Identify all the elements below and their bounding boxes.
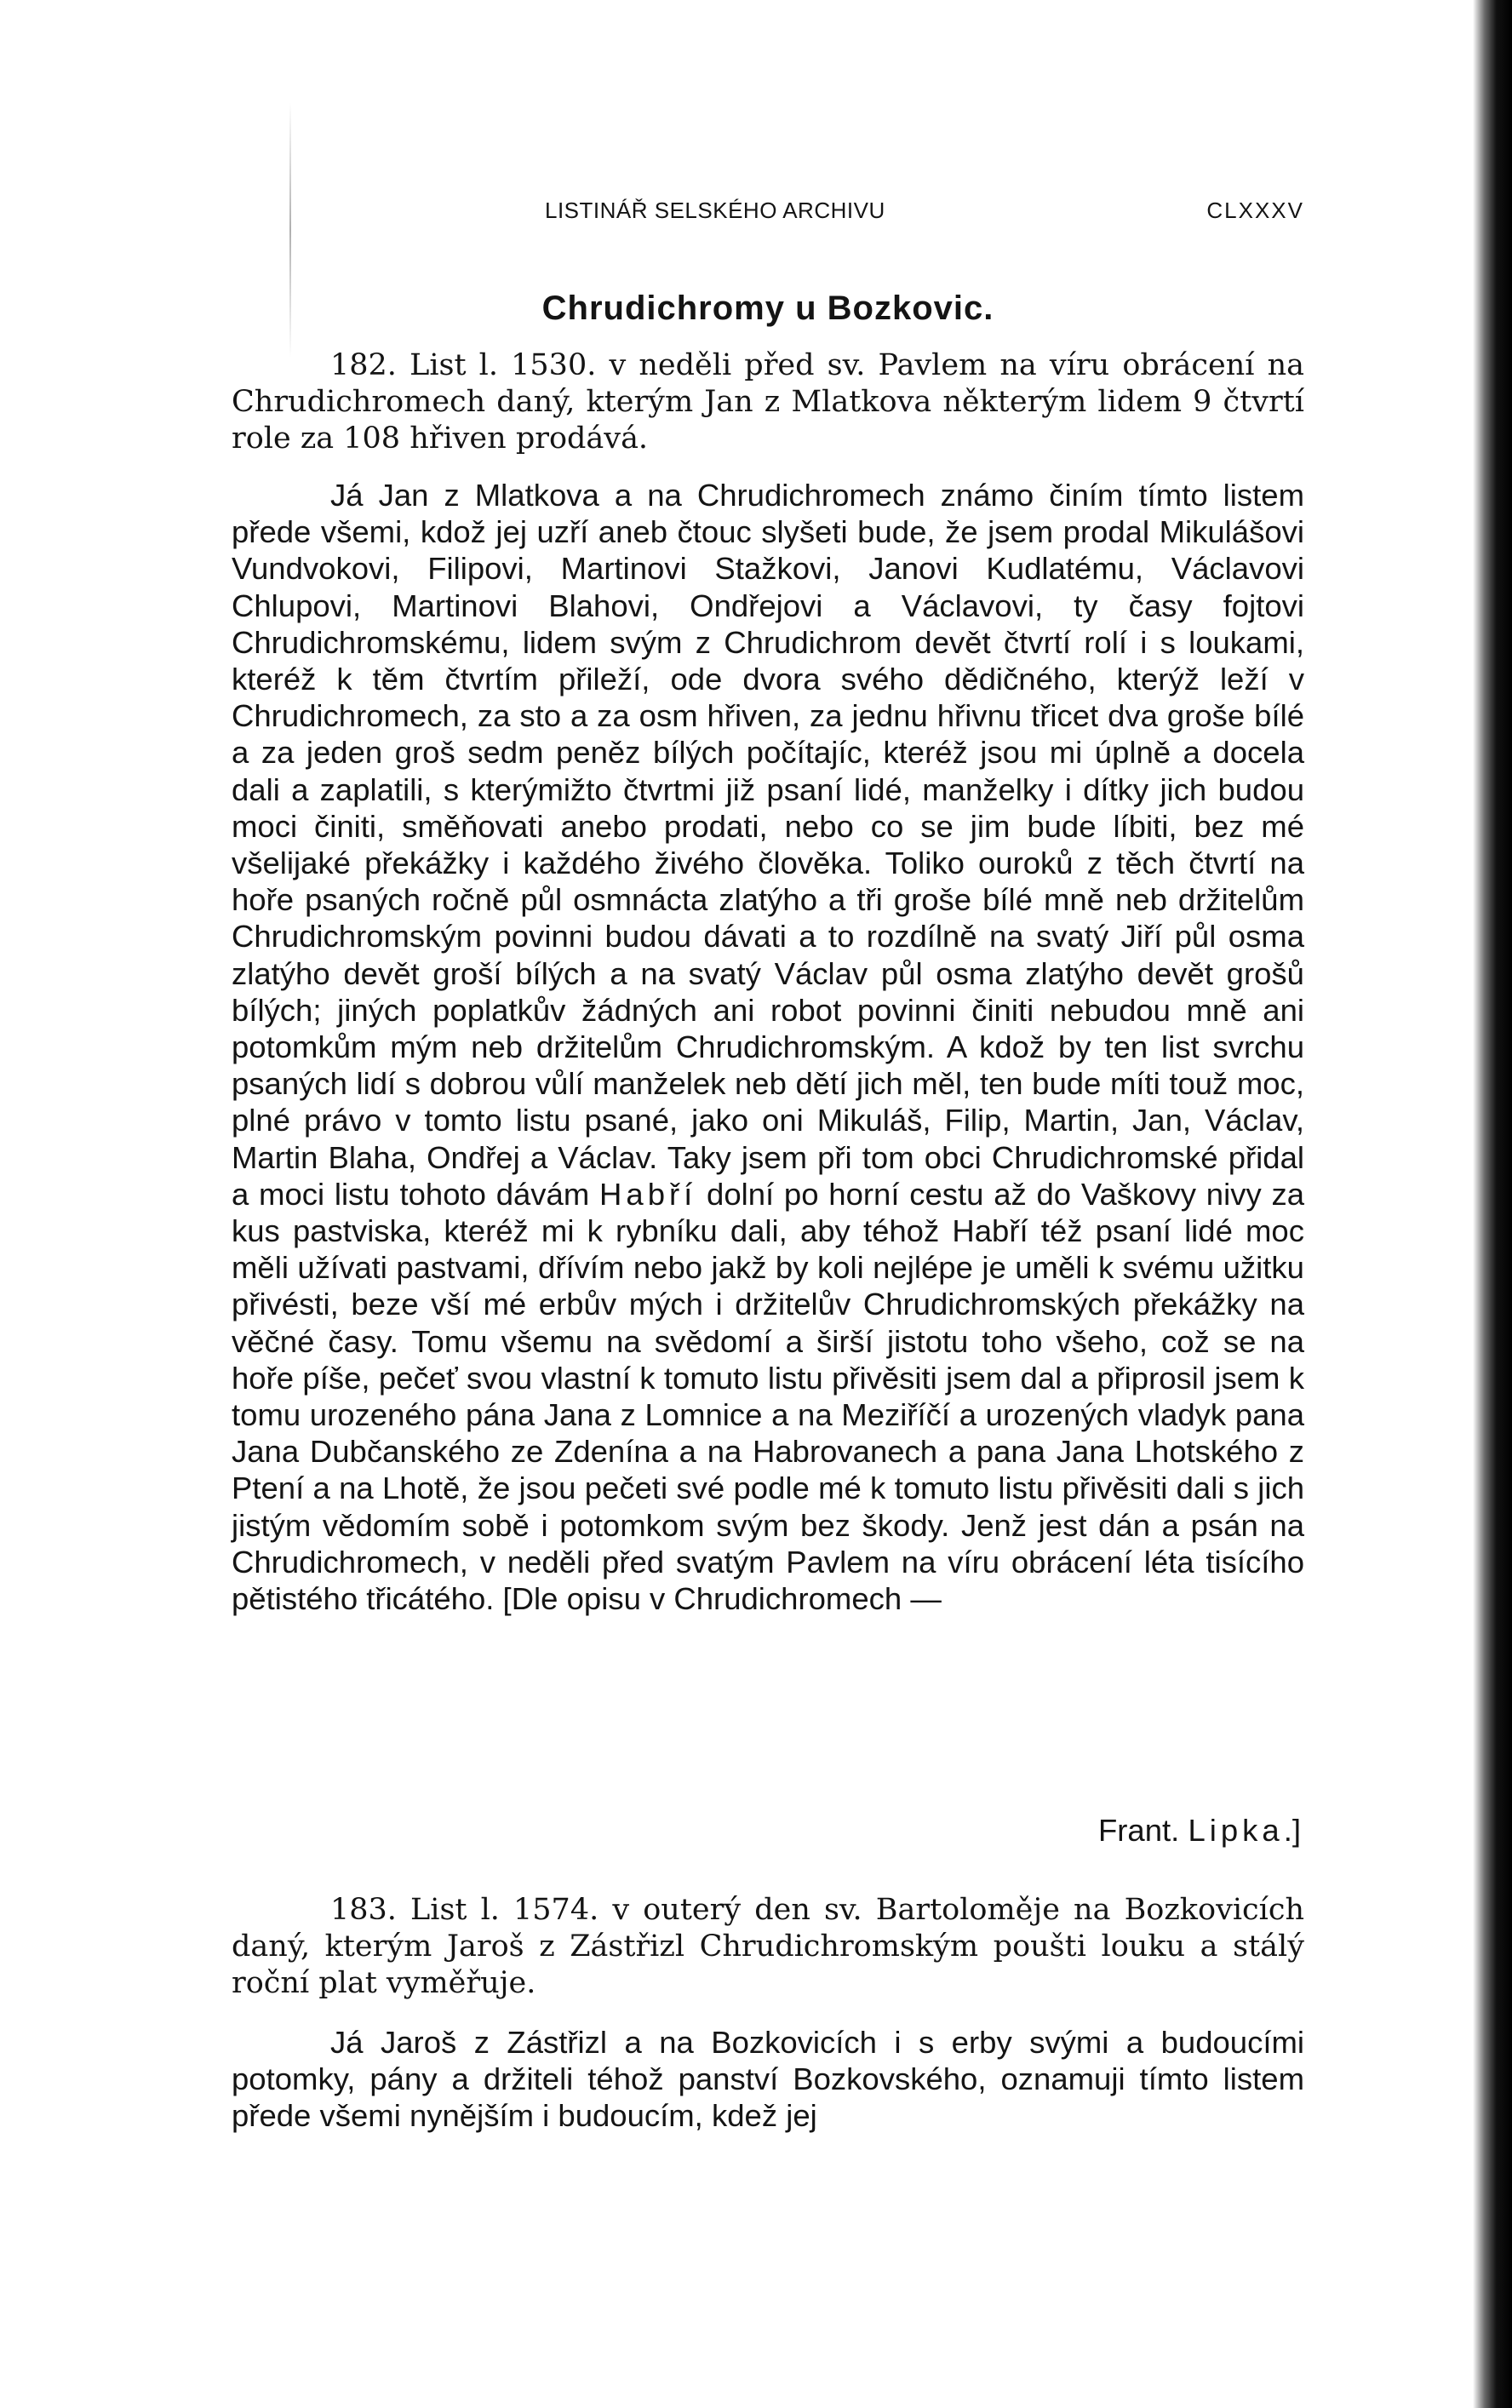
signature-line	[232, 1812, 1301, 1849]
section-heading: Chrudichromy u Bozkovic.	[541, 290, 994, 327]
document-text-183: Já Jaroš z Zástřizl a na Bozkovicích i s erby svými a budoucími potomky, pány a držiteli téhož panství Bozkovského, oznamuji tímto listem přede všemi nynějším i budoucím, kdež jej	[232, 2025, 1304, 2134]
signature-first-name: Frant.	[1097, 1813, 1180, 1848]
page-header	[545, 198, 1304, 232]
document-text-182	[232, 477, 1304, 1617]
signature-end: .]	[1283, 1813, 1301, 1848]
scan-edge	[1473, 0, 1512, 2408]
regest-183: 183. List l. 1574. v outerý den sv. Bartoloměje na Bozkovicích daný, kterým Jaroš z Zástřizl Chrudichromským poušti louku a stálý roční plat vyměřuje.	[232, 1893, 1304, 2000]
signature-surname: Lipka	[1188, 1813, 1284, 1848]
regest-182: 182. List l. 1530. v neděli před sv. Pavlem na víru obrácení na Chrudichromech daný, kterým Jan z Mlatkova některým lidem 9 čtvrtí role za 108 hřiven prodává.	[232, 348, 1304, 456]
document-text-182-part1: Já Jan z Mlatkova a na Chrudichromech známo činím tímto listem přede všemi, kdož jej uzří aneb čtouc slyšeti bude, že jsem prodal Mikulášovi Vundvokovi, Filipovi, Martinovi Stažkovi, Janovi Kudlatému, Václavovi Chlupovi, Martinovi Blahovi, Ondřejovi a Václavovi, ty časy fojtovi Chrudichromskému, lidem svým z Chrudichrom devět čtvrtí rolí i s loukami, kteréž k těm čtvrtím přileží, ode dvora svého dědičného, kterýž leží v Chrudichromech, za sto a za osm hřiven, za jednu hřivnu třicet dva groše bílé a za jeden groš sedm peněz bílých počítajíc, kteréž jsou mi úplně a docela dali a zaplatili, s kterýmižto čtvrtmi již psaní lidé, manželky i dítky jich budou moci činiti, směňovati anebo prodati, nebo co se jim bude líbiti, bez mé všelijaké překážky i každého živého člověka. Toliko ouroků z těch čtvrtí na hoře psaných ročně půl osmnácta zlatýho a tři groše bílé mně neb držitelům Chrudichromským povinni budou dávati a to rozdílně na svatý Jiří půl osma zlatýho devět groší bílých a na svatý Václav půl osma zlatýho devět grošů bílých; jiných poplatkův žádných ani robot povinni činiti nebudou mně ani potomkům mým neb držitelům Chrudichromským. A kdož by ten list svrchu psaných lidí s dobrou vůlí manželek neb dětí jich měl, ten bude míti touž moc, plné právo v tomto listu psané, jako oni Mikuláš, Filip, Martin, Jan, Václav, Martin Blaha, Ondřej a Václav. Taky jsem při tom obci Chrudichromské přidal a moci listu tohoto dávám	[232, 478, 1304, 1212]
running-title: LISTINÁŘ SELSKÉHO ARCHIVU	[545, 198, 885, 223]
spaced-word-habri: Habří	[599, 1176, 697, 1212]
page-number: CLXXXV	[1206, 198, 1304, 223]
document-text-182-part2: dolní po horní cestu až do Vaškovy nivy za kus pastviska, kteréž mi k rybníku dali, aby téhož Habří též psaní lidé moc měli užívati pastvami, dřívím nebo jakž by koli nejlépe je uměli k svému užitku přivésti, beze vší mé erbův mých i držitelův Chrudichromských překážky na věčné časy. Tomu všemu na svědomí a širší jistotu toho všeho, což se na hoře píše, pečeť svou vlastní k tomuto listu přivěsiti jsem dal a připrosil jsem k tomu urozeného pána Jana z Lomnice a na Meziříčí a urozených vladyk pana Jana Dubčanského ze Zdenína a na Habrovanech a pana Jana Lhotského z Ptení a na Lhotě, že jsou pečeti své podle mé k tomuto listu přivěsiti dali s jich jistým vědomím sobě i potomkom svým bez škody. Jenž jest dán a psán na Chrudichromech, v neděli před svatým Pavlem na víru obrácení léta tisícího pětistého třicátého. [Dle opisu v Chrudichromech —	[232, 1176, 1304, 1617]
